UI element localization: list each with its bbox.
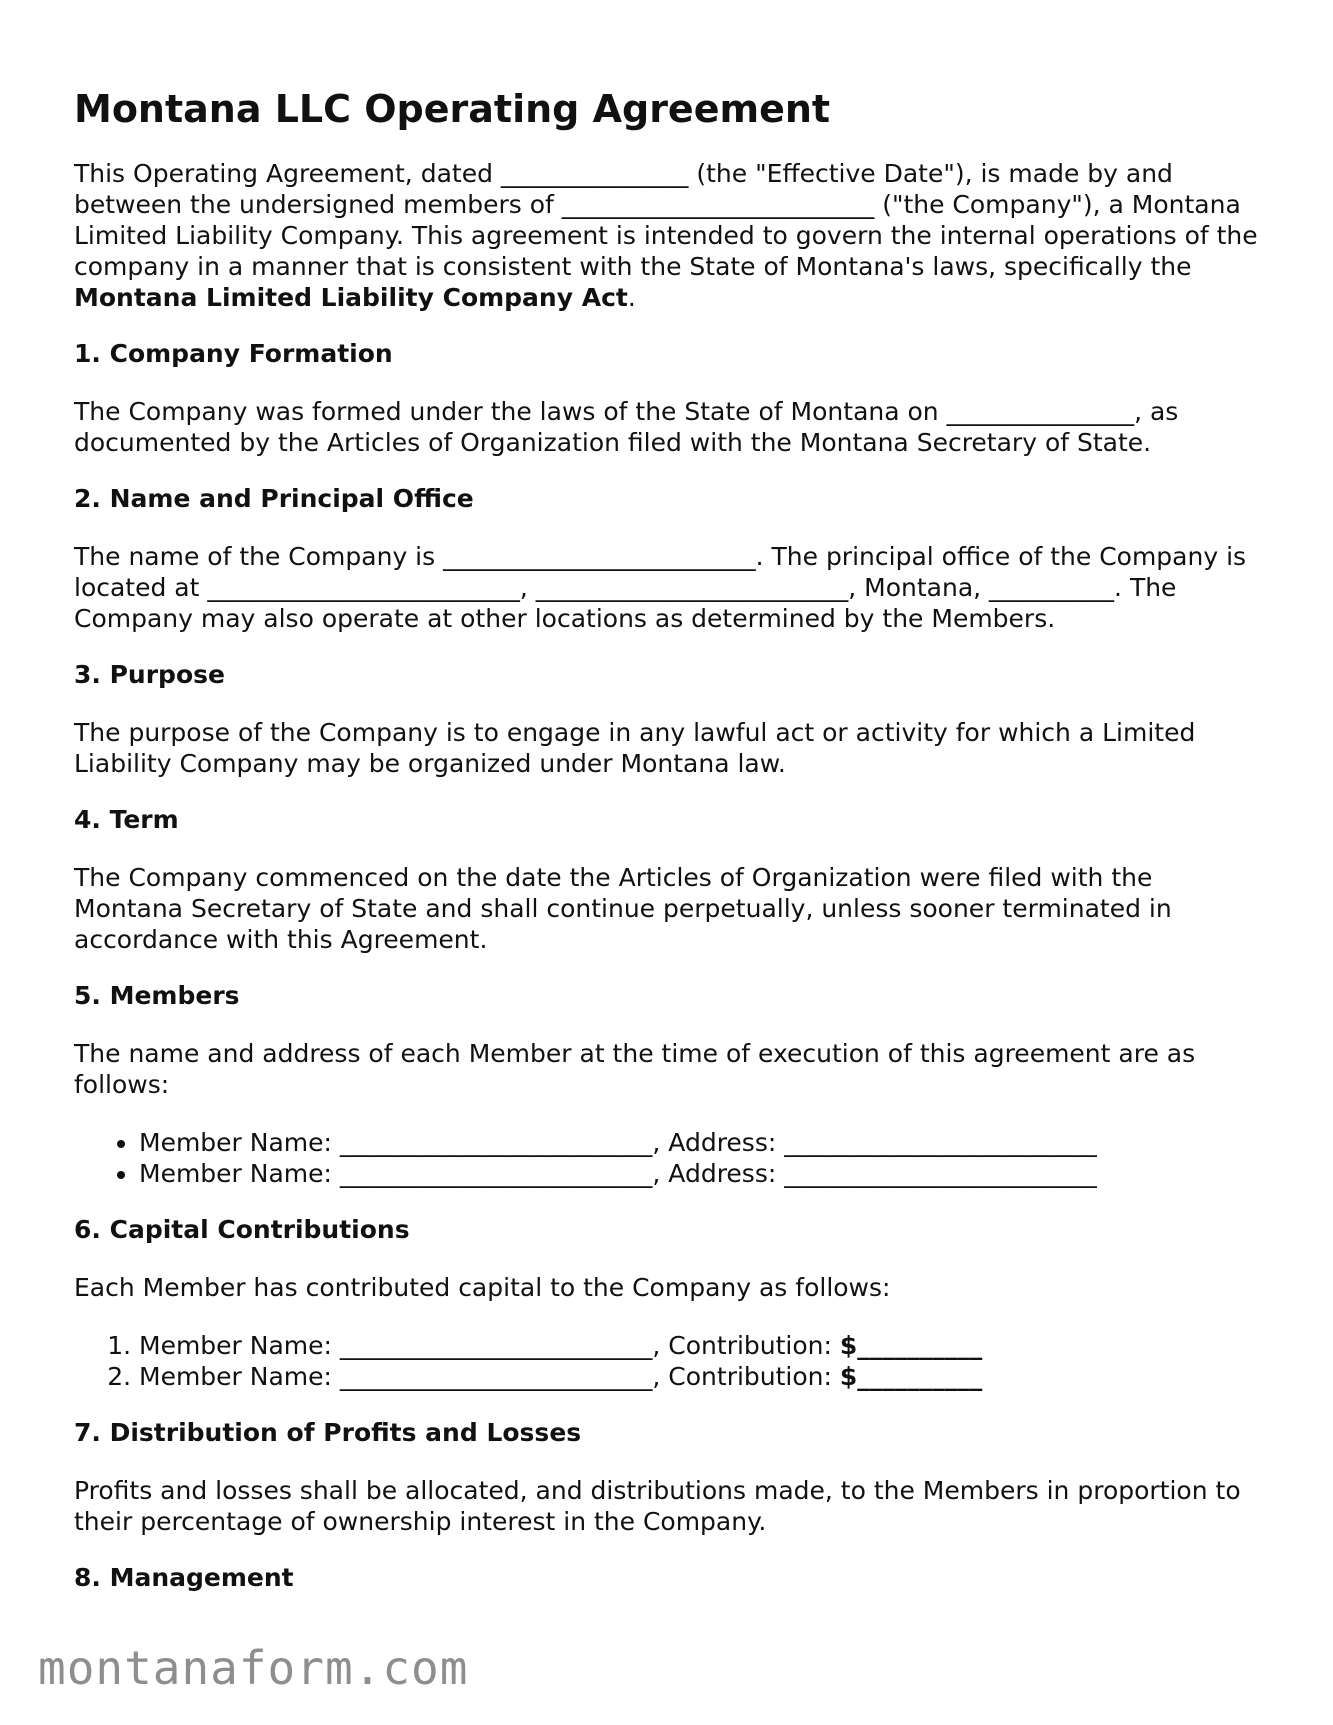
section-body-term: The Company commenced on the date the Articles of Organization were filed with the Montana Secretary of State and shall continue perpetually, unless sooner terminated in accordance with this Agreement. (74, 863, 1172, 954)
document-title: Montana LLC Operating Agreement (74, 87, 831, 131)
section-body-purpose: The purpose of the Company is to engage in any lawful act or activity for which a Limited Liability Company may be organized under Montana law. (74, 718, 1196, 778)
section-heading-distribution: 7. Distribution of Profits and Losses (74, 1418, 582, 1447)
section-heading-management: 8. Management (74, 1563, 294, 1592)
section-body-company-formation: The Company was formed under the laws of the State of Montana on _______________, as documented by the Articles of Organization filed with the Montana Secretary of State. (74, 397, 1179, 457)
contributions-list (74, 1330, 1264, 1392)
list-item: • Member Name: _________________________, Address: _________________________ (139, 1158, 1264, 1189)
intro-text: This Operating Agreement, dated _______________ (the "Effective Date"), is made by and between the undersigned members of _________________________ ("the Company"), a Montana Limited Liability Company. This agreement is intended to govern the internal operations of the company in a manner that is consistent with the State of Montana's laws, specifically the (74, 159, 1258, 281)
intro-paragraph (74, 158, 1264, 313)
section-body-name-office: The name of the Company is _________________________. The principal office of the Company is located at _________________________, _________________________, Montana, __________. The Company may also operate at other locations as determined by the Members. (74, 542, 1247, 633)
watermark-text: montanaform.com (38, 1641, 469, 1695)
list-item: • Member Name: _________________________, Address: _________________________ (139, 1127, 1264, 1158)
intro-act-name: Montana Limited Liability Company Act (74, 283, 628, 312)
section-heading-members: 5. Members (74, 981, 240, 1010)
list-item (139, 1361, 1264, 1392)
document-page (74, 86, 1264, 1620)
section-body-capital: Each Member has contributed capital to the Company as follows: (74, 1273, 891, 1302)
section-heading-company-formation: 1. Company Formation (74, 339, 393, 368)
list-item (139, 1330, 1264, 1361)
members-list (74, 1127, 1264, 1189)
contribution-amount: $__________ (839, 1362, 983, 1391)
section-heading-purpose: 3. Purpose (74, 660, 225, 689)
section-body-members: The name and address of each Member at the time of execution of this agreement are as follows: (74, 1039, 1196, 1099)
section-heading-capital: 6. Capital Contributions (74, 1215, 410, 1244)
section-heading-term: 4. Term (74, 805, 179, 834)
section-body-distribution: Profits and losses shall be allocated, and distributions made, to the Members in proportion to their percentage of ownership interest in the Company. (74, 1476, 1241, 1536)
contribution-text: Member Name: _________________________, Contribution: (139, 1362, 840, 1391)
contribution-amount: $__________ (839, 1331, 983, 1360)
contribution-text: Member Name: _________________________, Contribution: (139, 1331, 840, 1360)
section-heading-name-office: 2. Name and Principal Office (74, 484, 474, 513)
intro-period: . (627, 283, 636, 312)
